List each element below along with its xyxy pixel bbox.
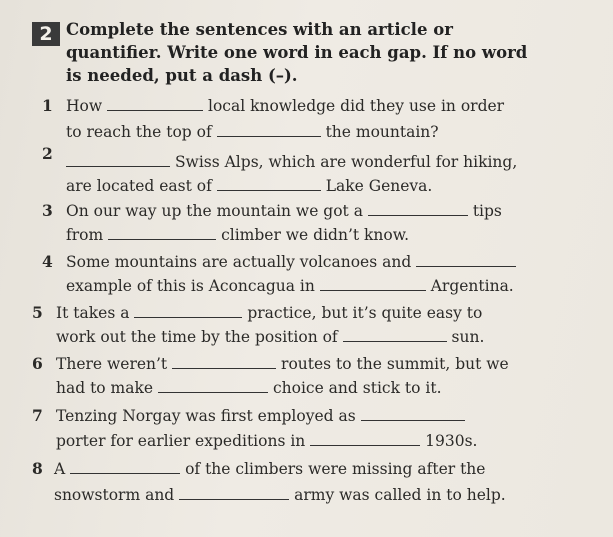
sentence-text: army was called in to help. (294, 486, 506, 504)
sentence-line (66, 252, 516, 271)
answer-blank[interactable] (107, 96, 203, 111)
sentence-text: How (66, 97, 103, 115)
item-number: 3 (42, 201, 53, 220)
answer-blank[interactable] (361, 406, 465, 421)
answer-blank[interactable] (217, 176, 321, 191)
answer-blank[interactable] (310, 431, 420, 446)
sentence-line (56, 431, 477, 450)
sentence-text: routes to the summit, but we (281, 355, 509, 373)
sentence-line (66, 152, 517, 171)
sentence-text: Argentina. (430, 277, 514, 295)
answer-blank[interactable] (179, 485, 289, 500)
answer-blank[interactable] (368, 201, 468, 216)
sentence-text: local knowledge did they use in order (208, 97, 505, 115)
answer-blank[interactable] (172, 354, 276, 369)
exercise-number-badge: 2 (32, 22, 60, 46)
sentence-text: practice, but it’s quite easy to (247, 304, 483, 322)
sentence-text: Some mountains are actually volcanoes and (66, 253, 412, 271)
sentence-text: A (54, 460, 66, 478)
answer-blank[interactable] (320, 276, 426, 291)
item-number: 6 (32, 354, 43, 373)
sentence-line (56, 327, 484, 346)
sentence-line (66, 225, 409, 244)
answer-blank[interactable] (217, 122, 321, 137)
sentence-text: climber we didn’t know. (221, 226, 410, 244)
sentence-line (66, 276, 514, 295)
item-number: 1 (42, 96, 53, 115)
sentence-text: 1930s. (425, 432, 478, 450)
sentence-text: porter for earlier expeditions in (56, 432, 306, 450)
exercise-instruction: Complete the sentences with an article or quantifier. Write one word in each gap. If no word is needed, put a dash (–). (66, 20, 528, 85)
answer-blank[interactable] (108, 225, 216, 240)
sentence-line (56, 378, 442, 397)
sentence-text: Lake Geneva. (325, 177, 433, 195)
item-number: 5 (32, 303, 43, 322)
sentence-line (54, 459, 485, 478)
sentence-text: sun. (451, 328, 485, 346)
sentence-text: the mountain? (325, 123, 439, 141)
answer-blank[interactable] (416, 252, 516, 267)
sentence-text: had to make (56, 379, 154, 397)
sentence-line (54, 485, 506, 504)
sentence-text: Swiss Alps, which are wonderful for hiking, (174, 153, 518, 171)
sentence-line (56, 354, 509, 373)
item-number: 2 (42, 144, 53, 163)
sentence-text: tips (472, 202, 502, 220)
sentence-text: There weren’t (56, 355, 168, 373)
sentence-text: are located east of (66, 177, 212, 195)
sentence-text: work out the time by the position of (56, 328, 338, 346)
item-number: 4 (42, 252, 53, 271)
sentence-text: example of this is Aconcagua in (66, 277, 315, 295)
sentence-text: On our way up the mountain we got a (66, 202, 363, 220)
sentence-line (66, 122, 439, 141)
sentence-line (66, 201, 502, 220)
sentence-text: It takes a (56, 304, 130, 322)
sentence-line (56, 406, 465, 425)
sentence-text: of the climbers were missing after the (185, 460, 486, 478)
answer-blank[interactable] (158, 378, 268, 393)
answer-blank[interactable] (66, 152, 170, 167)
item-number: 7 (32, 406, 43, 425)
sentence-text: from (66, 226, 104, 244)
item-number: 8 (32, 459, 43, 478)
sentence-line (66, 96, 504, 115)
sentence-line (66, 176, 432, 195)
sentence-text: choice and stick to it. (272, 379, 442, 397)
answer-blank[interactable] (70, 459, 180, 474)
answer-blank[interactable] (343, 327, 447, 342)
answer-blank[interactable] (134, 303, 242, 318)
sentence-text: Tenzing Norgay was first employed as (56, 407, 356, 425)
sentence-line (56, 303, 482, 322)
sentence-text: snowstorm and (54, 486, 175, 504)
sentence-text: to reach the top of (66, 123, 212, 141)
